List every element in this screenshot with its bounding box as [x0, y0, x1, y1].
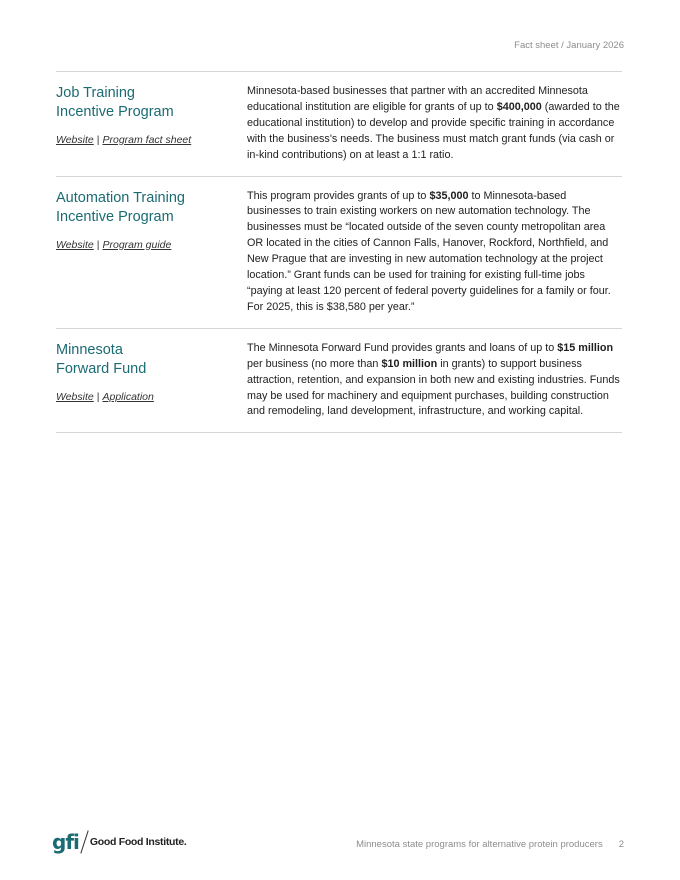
link-separator: | — [96, 390, 100, 403]
program-title — [56, 341, 247, 379]
footer-title: Minnesota state programs for alternative protein producers — [356, 839, 603, 850]
description-text: in grants) to support business attraction, retention, and expansion in both new and existing industries. Funds may be used for machinery and equipment purchases, building construction and remodeling, land development, infrastructure, and working capital. — [247, 357, 620, 418]
description-text: The Minnesota Forward Fund provides grants and loans of up to — [247, 341, 558, 354]
program-title-line2: Incentive Program — [56, 104, 174, 120]
program-description — [247, 341, 622, 421]
footer-info — [356, 839, 624, 850]
program-title-line1: Minnesota — [56, 341, 123, 358]
website-link[interactable]: Website — [56, 390, 94, 403]
highlight-amount: $10 million — [381, 357, 438, 370]
program-guide-link[interactable]: Program guide — [102, 238, 172, 251]
gfi-logo — [52, 830, 187, 854]
program-row — [56, 177, 622, 329]
program-sidebar — [56, 84, 247, 164]
program-row — [56, 329, 622, 434]
program-title — [56, 189, 247, 227]
program-title-line2: Forward Fund — [56, 360, 147, 377]
program-title-line1: Job Training — [56, 85, 135, 101]
fact-sheet-link[interactable]: Program fact sheet — [102, 134, 192, 146]
program-row — [56, 72, 622, 177]
program-links — [56, 134, 247, 146]
program-sidebar — [56, 341, 247, 421]
description-text: to Minnesota-based businesses to train existing workers on new automation technology. The businesses must be “located outside of the seven county metropolitan area OR located in the cities of Cannon Falls, Hanover, Rockford, Northfield, and New Prague that are investing in new automation technology at the project location.” Grant funds can be used for training for existing full-time jobs “paying at least 120 percent of federal poverty guidelines for a family or four. For 2025, this is $38,580 per year.” — [247, 189, 611, 313]
program-description — [247, 189, 622, 316]
program-title-line1: Automation Training — [56, 189, 185, 206]
link-separator: | — [96, 134, 100, 146]
link-separator: | — [96, 238, 100, 251]
program-links — [56, 239, 247, 251]
highlight-amount: $35,000 — [429, 189, 469, 202]
page-footer — [52, 828, 624, 858]
description-text: Minnesota-based businesses that partner with an accredited Minnesota educational institution are eligible for grants of up to — [247, 85, 588, 113]
description-text: This program provides grants of up to — [247, 189, 430, 202]
logo-divider — [80, 830, 88, 853]
website-link[interactable]: Website — [56, 134, 94, 146]
programs-list — [56, 71, 622, 433]
page-number: 2 — [618, 839, 624, 850]
program-description — [247, 84, 622, 164]
highlight-amount: $15 million — [557, 341, 614, 354]
application-link[interactable]: Application — [102, 390, 154, 403]
description-text: per business (no more than — [247, 357, 382, 370]
program-title — [56, 84, 247, 122]
logo-mark: gfi — [52, 830, 79, 854]
website-link[interactable]: Website — [56, 238, 94, 251]
header-note: Fact sheet / January 2026 — [514, 40, 624, 51]
program-links — [56, 391, 247, 403]
program-title-line2: Incentive Program — [56, 208, 174, 225]
logo-text: Good Food Institute. — [89, 836, 187, 848]
highlight-amount: $400,000 — [496, 100, 542, 113]
program-sidebar — [56, 189, 247, 316]
description-text: (awarded to the educational institution) to develop and provide specific training in accordance with the business's needs. The business must match grant funds (via cash or in-kind contributions) on at least a 1:1 ratio. — [247, 100, 620, 161]
